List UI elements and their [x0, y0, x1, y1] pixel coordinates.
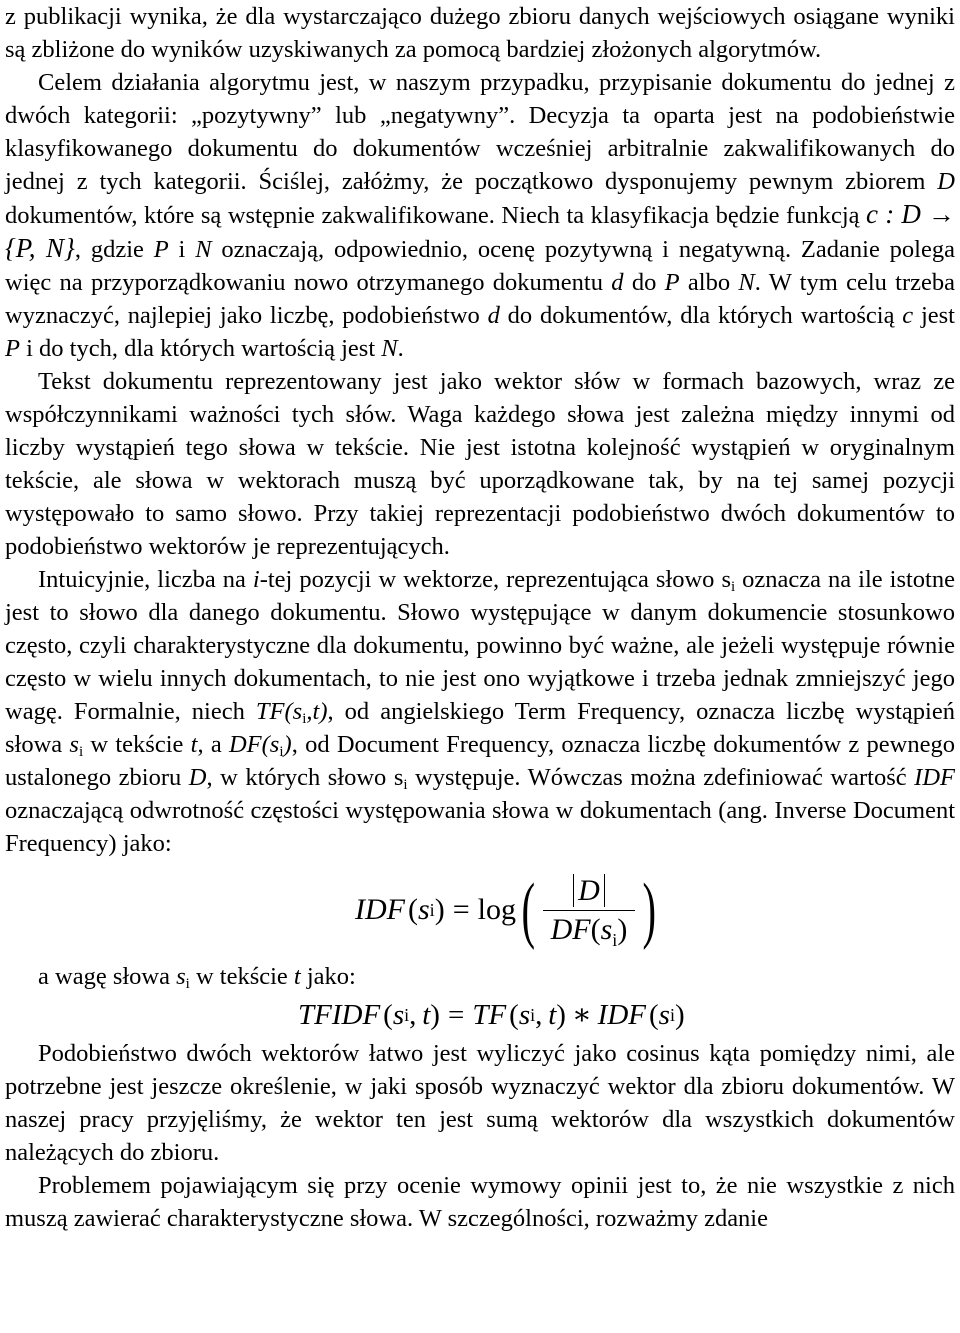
paragraph-3: [5, 365, 955, 563]
p4-text-e: w tekście: [83, 731, 191, 758]
paragraph-4: [5, 563, 955, 860]
paragraph-1: [5, 0, 955, 66]
idf-formula-den-name: DF: [550, 912, 591, 946]
p2-N: N: [195, 236, 212, 263]
p4-t: t: [190, 731, 198, 758]
idf-formula-big-paren-open: (: [521, 869, 536, 951]
p5-s: s: [176, 963, 186, 990]
p2-text-l: .: [397, 335, 404, 362]
idf-formula-lhs-name: IDF: [355, 893, 405, 926]
p2-text-j: jest: [913, 302, 955, 329]
tfidf-formula-name: TFIDF: [298, 998, 381, 1031]
tfidf-tf-comma: ,: [535, 998, 549, 1031]
p4-text-h: , w których słowo: [206, 764, 394, 791]
p2-set-D: D: [937, 168, 955, 195]
p4-s: s: [721, 566, 731, 593]
idf-formula-numerator: [565, 873, 613, 910]
idf-formula-denominator: $DF(s_i)$: [543, 910, 636, 945]
p2-text-e: do: [623, 269, 665, 296]
idf-formula-paren-open: (: [407, 893, 418, 926]
p4-s-sub: i: [730, 579, 736, 595]
p4-text-d: , od angielskiego Term Frequency, oznacza liczbę wystąpień słowa: [5, 698, 955, 758]
p2-text-k: i do tych, dla których wartością jest: [19, 335, 382, 362]
p4-tf-end: ,t): [306, 698, 328, 725]
p2-text-f: albo: [679, 269, 739, 296]
idf-formula-abs: [573, 874, 605, 907]
tfidf-idf-var: s: [658, 998, 670, 1031]
p2-N2: N: [738, 269, 755, 296]
p2-doc2: d: [487, 302, 500, 329]
p4-s3-sub: i: [403, 777, 408, 793]
p2-text-c: , gdzie: [74, 236, 154, 263]
idf-formula: IDF ( s i ) = log ( $\frac{D}{DF(s_i)}$ ): [355, 869, 657, 951]
idf-formula-big-paren-close: ): [642, 869, 657, 951]
idf-formula-den-var: s: [600, 912, 613, 946]
tfidf-idf-paren-open: (: [648, 998, 659, 1031]
p4-text-b: -tej pozycji w wektorze, reprezentująca słowo: [259, 566, 722, 593]
tfidf-lhs-var: s: [392, 998, 405, 1031]
p5-text-b: w tekście: [189, 963, 294, 990]
p2-P2: P: [664, 269, 680, 296]
p4-tf-sub: i: [302, 711, 307, 727]
paragraph-6: [5, 1037, 955, 1169]
idf-formula-eq: =: [452, 893, 470, 926]
idf-formula-den-sub: i: [612, 929, 618, 950]
p4-df-end: ): [283, 731, 292, 758]
tfidf-lhs-t: t: [422, 998, 431, 1031]
p4-text-a: Intuicyjnie, liczba na: [38, 566, 253, 593]
p2-P3: P: [5, 335, 20, 362]
p4-text-c: oznacza na ile istotne jest to słowo dla danego dokumentu. Słowo występujące w danym dokumencie stosunkowo często, czyli charakterystyczne dla dokumentu, powinno być ważne, ale jeżeli występuje równie często w wielu innych dokumentach, to nie jest ono wyjątkowe i trzeba jednak zmniejszyć jego wagę. Formalnie, niech: [5, 566, 955, 725]
tfidf-lhs-comma: ,: [409, 998, 423, 1031]
tfidf-idf-paren-close: ): [674, 998, 685, 1031]
tfidf-tf-var: s: [518, 998, 531, 1031]
p5-t: t: [293, 963, 301, 990]
p4-D: D: [188, 764, 207, 791]
tfidf-idf: IDF: [597, 998, 646, 1031]
p4-tf: TF(s: [255, 698, 303, 725]
p2-text-g: . W tym celu trzeba wyznaczyć, najlepiej jako liczbę, podobieństwo: [5, 269, 956, 329]
paragraph-7: [5, 1169, 955, 1235]
p4-text-j: występuje. Wówczas można zdefiniować wartość: [407, 764, 915, 791]
idf-formula-num-D: D: [578, 873, 600, 907]
p2-text-a: Celem działania algorytmu jest, w naszym przypadku, przypisanie dokumentu do jednej z dwóch kategorii: „pozytywny” lub „negatywny”. Decyzja ta oparta jest na podobieństwie klasyfikowanego dokumentu do dokumentów wcześniej arbitralnie zakwalifikowanych do jednej z tych kategorii. Ściślej, załóżmy, że początkowo dysponujemy pewnym zbiorem: [5, 69, 955, 195]
p4-i: i: [252, 566, 260, 593]
p2-function: c : D → {P, N}: [5, 199, 955, 263]
p2-text-b: dokumentów, które są wstępnie zakwalifikowane. Niech ta klasyfikacja będzie funkcją: [5, 202, 867, 229]
paragraph-7-text: Problemem pojawiającym się przy ocenie wymowy opinii jest to, że nie wszystkie z nich muszą zawierać charakterystyczne słowa. W szczególności, rozważmy zdanie: [5, 1172, 955, 1232]
idf-formula-paren-close: ): [434, 893, 445, 926]
p2-P: P: [153, 236, 169, 263]
tfidf-tf-t: t: [548, 998, 557, 1031]
p2-text-h: do dokumentów, dla których wartością: [499, 302, 903, 329]
idf-formula-fraction: [543, 873, 636, 950]
p2-text-i: i: [168, 236, 196, 263]
paragraph-3-text: Tekst dokumentu reprezentowany jest jako wektor słów w formach bazowych, wraz ze współczynnikami ważności tych słów. Waga każdego słowa jest zależna między innymi od liczby wystąpień tego słowa w tekście. Nie jest istotna kolejność wystąpień w oryginalnym tekście, ale słowa w wektorach muszą być uporządkowane tak, by na tej samej pozycji występowało to samo słowo. Przy takiej reprezentacji podobieństwo dwóch dokumentów to podobieństwo wektorów je reprezentujących.: [5, 368, 955, 560]
tfidf-tf-paren-open: (: [509, 998, 519, 1031]
p4-s2-sub: i: [78, 744, 84, 760]
paragraph-6-text: Podobieństwo dwóch wektorów łatwo jest wyliczyć jako cosinus kąta pomiędzy nimi, ale potrzebne jest jeszcze określenie, w jaki sposób wyznaczyć wektor dla zbioru dokumentów. W naszej pracy przyjęliśmy, że wektor ten jest sumą wektorów dla wszystkich dokumentów należących do zbioru.: [5, 1040, 955, 1166]
paragraph-5: [5, 960, 955, 993]
p4-idf: IDF: [914, 764, 955, 791]
p4-s3: s: [393, 764, 404, 791]
idf-formula-log: log: [477, 893, 516, 926]
tfidf-tf: TF: [472, 998, 507, 1031]
paragraph-1-text: z publikacji wynika, że dla wystarczająco dużego zbioru danych wejściowych osiągane wyniki są zbliżone do wyników uzyskiwanych za pomocą bardziej złożonych algorytmów.: [5, 3, 955, 63]
tfidf-lhs-paren-open: (: [383, 998, 393, 1031]
p2-text-d: oznaczają, odpowiednio, ocenę pozytywną i negatywną. Zadanie polega więc na przyporządkowaniu nowo otrzymanego dokumentu: [5, 236, 955, 296]
p5-s-sub: i: [185, 976, 190, 992]
tfidf-mul: ∗: [571, 998, 592, 1031]
tfidf-tf-paren-close: ): [556, 998, 566, 1031]
tfidf-formula: TFIDF ( s i , t ) = TF ( s i , t ) ∗ IDF ( s i ): [298, 998, 685, 1031]
p5-text-a: a wagę słowa: [38, 963, 177, 990]
p4-text-g: , od Document Frequency, oznacza liczbę dokumentów z pewnego ustalonego zbioru: [5, 731, 955, 791]
p2-N3: N: [381, 335, 398, 362]
tfidf-lhs-paren-close: ): [430, 998, 440, 1031]
idf-formula-lhs-var: s: [417, 893, 430, 926]
p2-doc: d: [611, 269, 624, 296]
p4-df-sub: i: [279, 744, 284, 760]
p2-c2: c: [902, 302, 914, 329]
p5-text-c: jako:: [300, 963, 356, 990]
p4-text-k: oznaczającą odwrotność częstości występowania słowa w dokumentach (ang. Inverse Document Frequency) jako:: [5, 797, 955, 857]
paragraph-2: [5, 66, 955, 365]
tfidf-eq: =: [447, 998, 465, 1031]
p4-text-f: , a: [197, 731, 229, 758]
p4-df: DF(s: [228, 731, 280, 758]
p4-s2: s: [69, 731, 79, 758]
